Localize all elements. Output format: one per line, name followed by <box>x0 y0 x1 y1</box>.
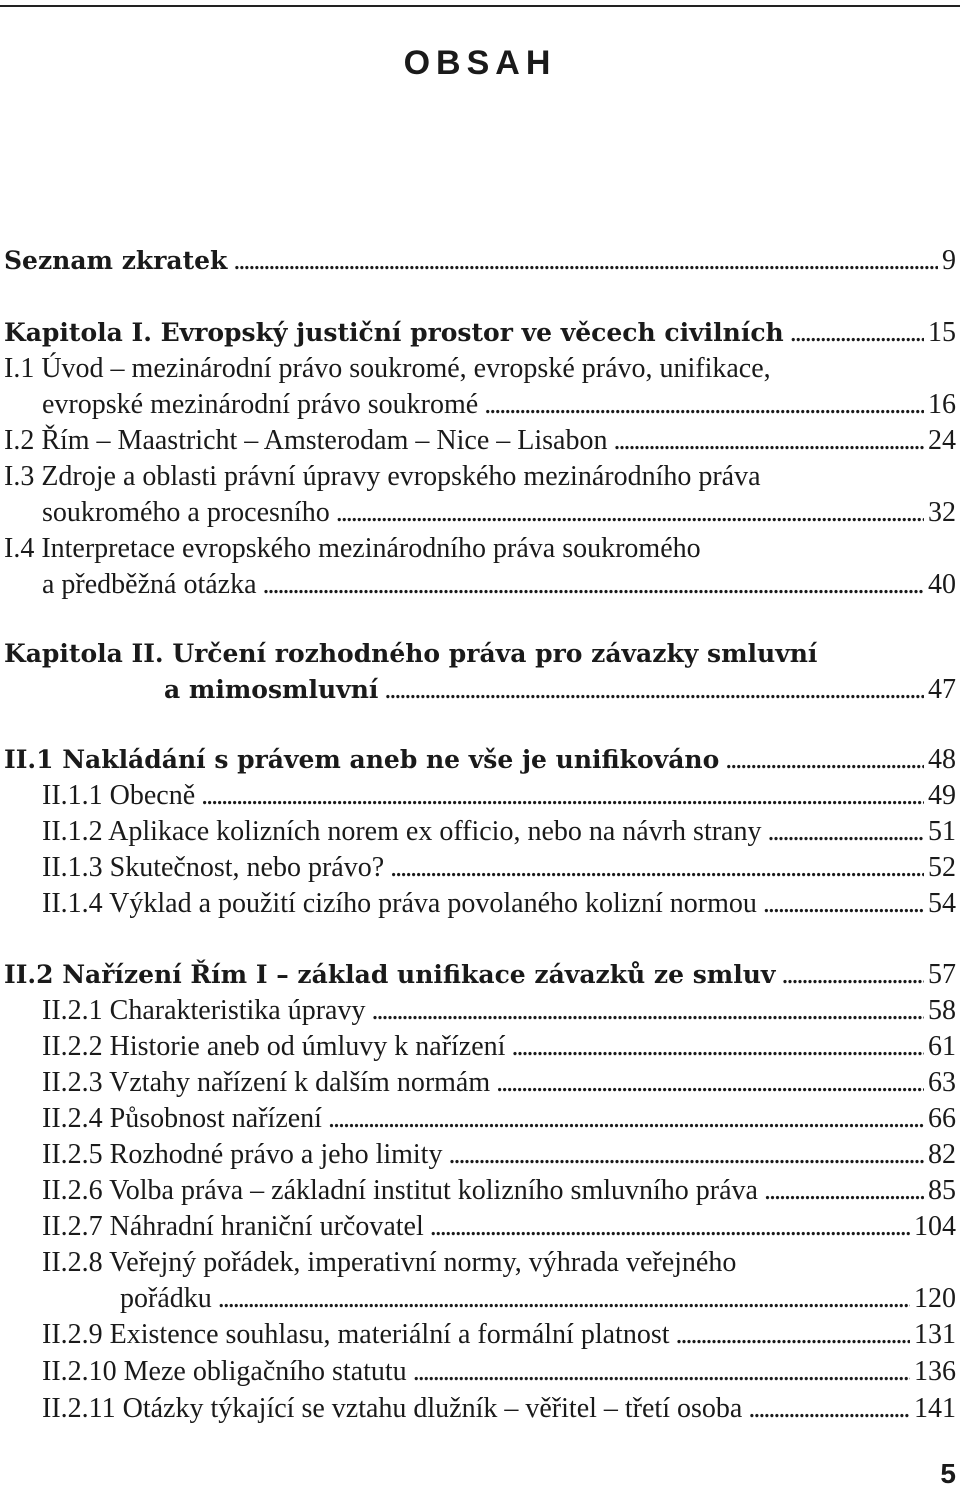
toc-page-number: 54 <box>928 888 956 919</box>
toc-entry-seznam-zkratek[interactable] <box>4 244 956 278</box>
toc-entry-ii24[interactable] <box>42 1102 956 1136</box>
toc-page-number: 120 <box>914 1283 956 1314</box>
toc-page-number: 58 <box>928 995 956 1026</box>
toc-page-number: 47 <box>928 674 956 705</box>
toc-entry-text: II.2.7 Náhradní hraniční určovatel <box>42 1211 424 1242</box>
toc-entry-text: II.1.4 Výklad a použití cizího práva povolaného kolizní normou <box>42 888 757 919</box>
toc-entry-ii11[interactable] <box>42 779 956 813</box>
toc-entry-text: II.2.4 Působnost nařízení <box>42 1103 322 1134</box>
leader-dots <box>430 1210 910 1244</box>
toc-page-number: 49 <box>928 780 956 811</box>
toc-page-number: 104 <box>914 1211 956 1242</box>
toc-entry-text: II.1.3 Skutečnost, nebo právo? <box>42 852 385 883</box>
toc-entry-text: II.1 Nakládání s právem aneb ne vše je unifikováno <box>4 745 720 774</box>
leader-dots <box>390 851 924 885</box>
toc-entry-text: II.2.2 Historie aneb od úmluvy k nařízení <box>42 1031 506 1062</box>
toc-entry-ii14[interactable] <box>42 887 956 921</box>
toc-entry-ii2[interactable] <box>4 958 956 992</box>
toc-entry-kapitola-2-line1[interactable] <box>4 637 956 671</box>
toc-entry-ii210[interactable] <box>42 1355 956 1389</box>
leader-dots <box>484 388 924 422</box>
toc-entry-ii21[interactable] <box>42 994 956 1028</box>
toc-entry-text: II.2.5 Rozhodné právo a jeho limity <box>42 1139 443 1170</box>
toc-entry-text: II.2.8 Veřejný pořádek, imperativní normy, výhrada veřejného <box>42 1247 737 1278</box>
leader-dots <box>371 994 924 1028</box>
toc-page-number: 131 <box>914 1319 956 1350</box>
toc-entry-text: I.4 Interpretace evropského mezinárodního práva soukromého <box>4 533 701 564</box>
leader-dots <box>328 1102 924 1136</box>
toc-entry-ii1[interactable] <box>4 743 956 777</box>
leader-dots <box>790 316 924 350</box>
toc-page-number: 24 <box>928 425 956 456</box>
toc-entry-ii25[interactable] <box>42 1138 956 1172</box>
toc-entry-text: I.1 Úvod – mezinárodní právo soukromé, evropské právo, unifikace, <box>4 353 771 384</box>
toc-entry-text: a mimosmluvní <box>164 675 379 704</box>
toc-entry-i4-line2[interactable] <box>42 568 956 602</box>
toc-entry-text: I.2 Řím – Maastricht – Amsterodam – Nice – Lisabon <box>4 425 608 456</box>
toc-entry-ii13[interactable] <box>42 851 956 885</box>
toc-entry-ii211[interactable] <box>42 1392 956 1426</box>
toc-entry-text: II.2.3 Vztahy nařízení k dalším normám <box>42 1067 491 1098</box>
toc-entry-text: II.2.10 Meze obligačního statutu <box>42 1356 407 1387</box>
toc-page-number: 136 <box>914 1356 956 1387</box>
leader-dots <box>448 1138 924 1172</box>
leader-dots <box>496 1066 924 1100</box>
toc-page-number: 16 <box>928 389 956 420</box>
leader-dots <box>764 1174 924 1208</box>
toc-entry-ii12[interactable] <box>42 815 956 849</box>
toc-entry-i2[interactable] <box>4 424 956 458</box>
toc-entry-i3-line2[interactable] <box>42 496 956 530</box>
toc-page-number: 40 <box>928 569 956 600</box>
toc-page-number: 141 <box>914 1393 956 1424</box>
toc-entry-text: II.1.1 Obecně <box>42 780 196 811</box>
toc-entry-ii22[interactable] <box>42 1030 956 1064</box>
leader-dots <box>511 1030 924 1064</box>
leader-dots <box>218 1282 910 1316</box>
toc-entry-text: II.2 Nařízení Řím I – základ unifikace závazků ze smluv <box>4 960 776 989</box>
toc-entry-text: II.2.1 Charakteristika úpravy <box>42 995 366 1026</box>
toc-entry-ii23[interactable] <box>42 1066 956 1100</box>
toc-entry-text: evropské mezinárodní právo soukromé <box>42 389 479 420</box>
leader-dots <box>725 743 924 777</box>
toc-entry-ii27[interactable] <box>42 1210 956 1244</box>
toc-page-number: 32 <box>928 497 956 528</box>
toc-page-number: 63 <box>928 1067 956 1098</box>
toc-entry-kapitola-2-line2[interactable] <box>164 673 956 707</box>
toc-page-number: 15 <box>928 317 956 348</box>
toc-page-number: 66 <box>928 1103 956 1134</box>
toc-entry-text: Kapitola I. Evropský justiční prostor ve věcech civilních <box>4 318 784 347</box>
toc-page-number: 57 <box>928 959 956 990</box>
toc-page-number: 61 <box>928 1031 956 1062</box>
toc-entry-i3-line1[interactable] <box>4 460 956 494</box>
toc-entry-ii28-line2[interactable] <box>120 1282 956 1316</box>
leader-dots <box>336 496 924 530</box>
page-number: 5 <box>940 1458 956 1489</box>
toc-page-number: 51 <box>928 816 956 847</box>
toc-entry-i4-line1[interactable] <box>4 532 956 566</box>
toc-entry-text: Seznam zkratek <box>4 246 228 275</box>
leader-dots <box>263 568 924 602</box>
leader-dots <box>767 815 924 849</box>
toc-page-number: 52 <box>928 852 956 883</box>
leader-dots <box>233 244 938 278</box>
leader-dots <box>748 1392 910 1426</box>
leader-dots <box>201 779 924 813</box>
toc-entry-ii29[interactable] <box>42 1318 956 1352</box>
toc-entry-text: Kapitola II. Určení rozhodného práva pro závazky smluvní <box>4 639 818 668</box>
toc-page-number: 48 <box>928 744 956 775</box>
toc-page-number: 9 <box>942 245 956 276</box>
toc-entry-text: I.3 Zdroje a oblasti právní úpravy evropského mezinárodního práva <box>4 461 761 492</box>
leader-dots <box>781 958 924 992</box>
toc-entry-text: pořádku <box>120 1283 212 1314</box>
toc-page-number: 82 <box>928 1139 956 1170</box>
leader-dots <box>763 887 924 921</box>
leader-dots <box>676 1318 911 1352</box>
toc-entry-text: II.1.2 Aplikace kolizních norem ex officio, nebo na návrh strany <box>42 816 762 847</box>
toc-entry-text: II.2.6 Volba práva – základní institut kolizního smluvního práva <box>42 1175 758 1206</box>
toc-entry-text: soukromého a procesního <box>42 497 330 528</box>
toc-entry-text: II.2.9 Existence souhlasu, materiální a formální platnost <box>42 1319 670 1350</box>
toc-entry-text: II.2.11 Otázky týkající se vztahu dlužník – věřitel – třetí osoba <box>42 1393 743 1424</box>
toc-entry-ii26[interactable] <box>42 1174 956 1208</box>
toc-entry-text: a předběžná otázka <box>42 569 257 600</box>
leader-dots <box>613 424 924 458</box>
page-title: OBSAH <box>403 44 557 82</box>
leader-dots <box>413 1355 910 1389</box>
leader-dots <box>384 673 924 707</box>
toc-entry-ii28-line1[interactable] <box>42 1246 956 1280</box>
toc-entry-i1-line2[interactable] <box>42 388 956 422</box>
toc-entry-i1-line1[interactable] <box>4 352 956 386</box>
toc-entry-kapitola-1[interactable] <box>4 316 956 350</box>
toc-page-number: 85 <box>928 1175 956 1206</box>
top-rule <box>0 5 960 7</box>
